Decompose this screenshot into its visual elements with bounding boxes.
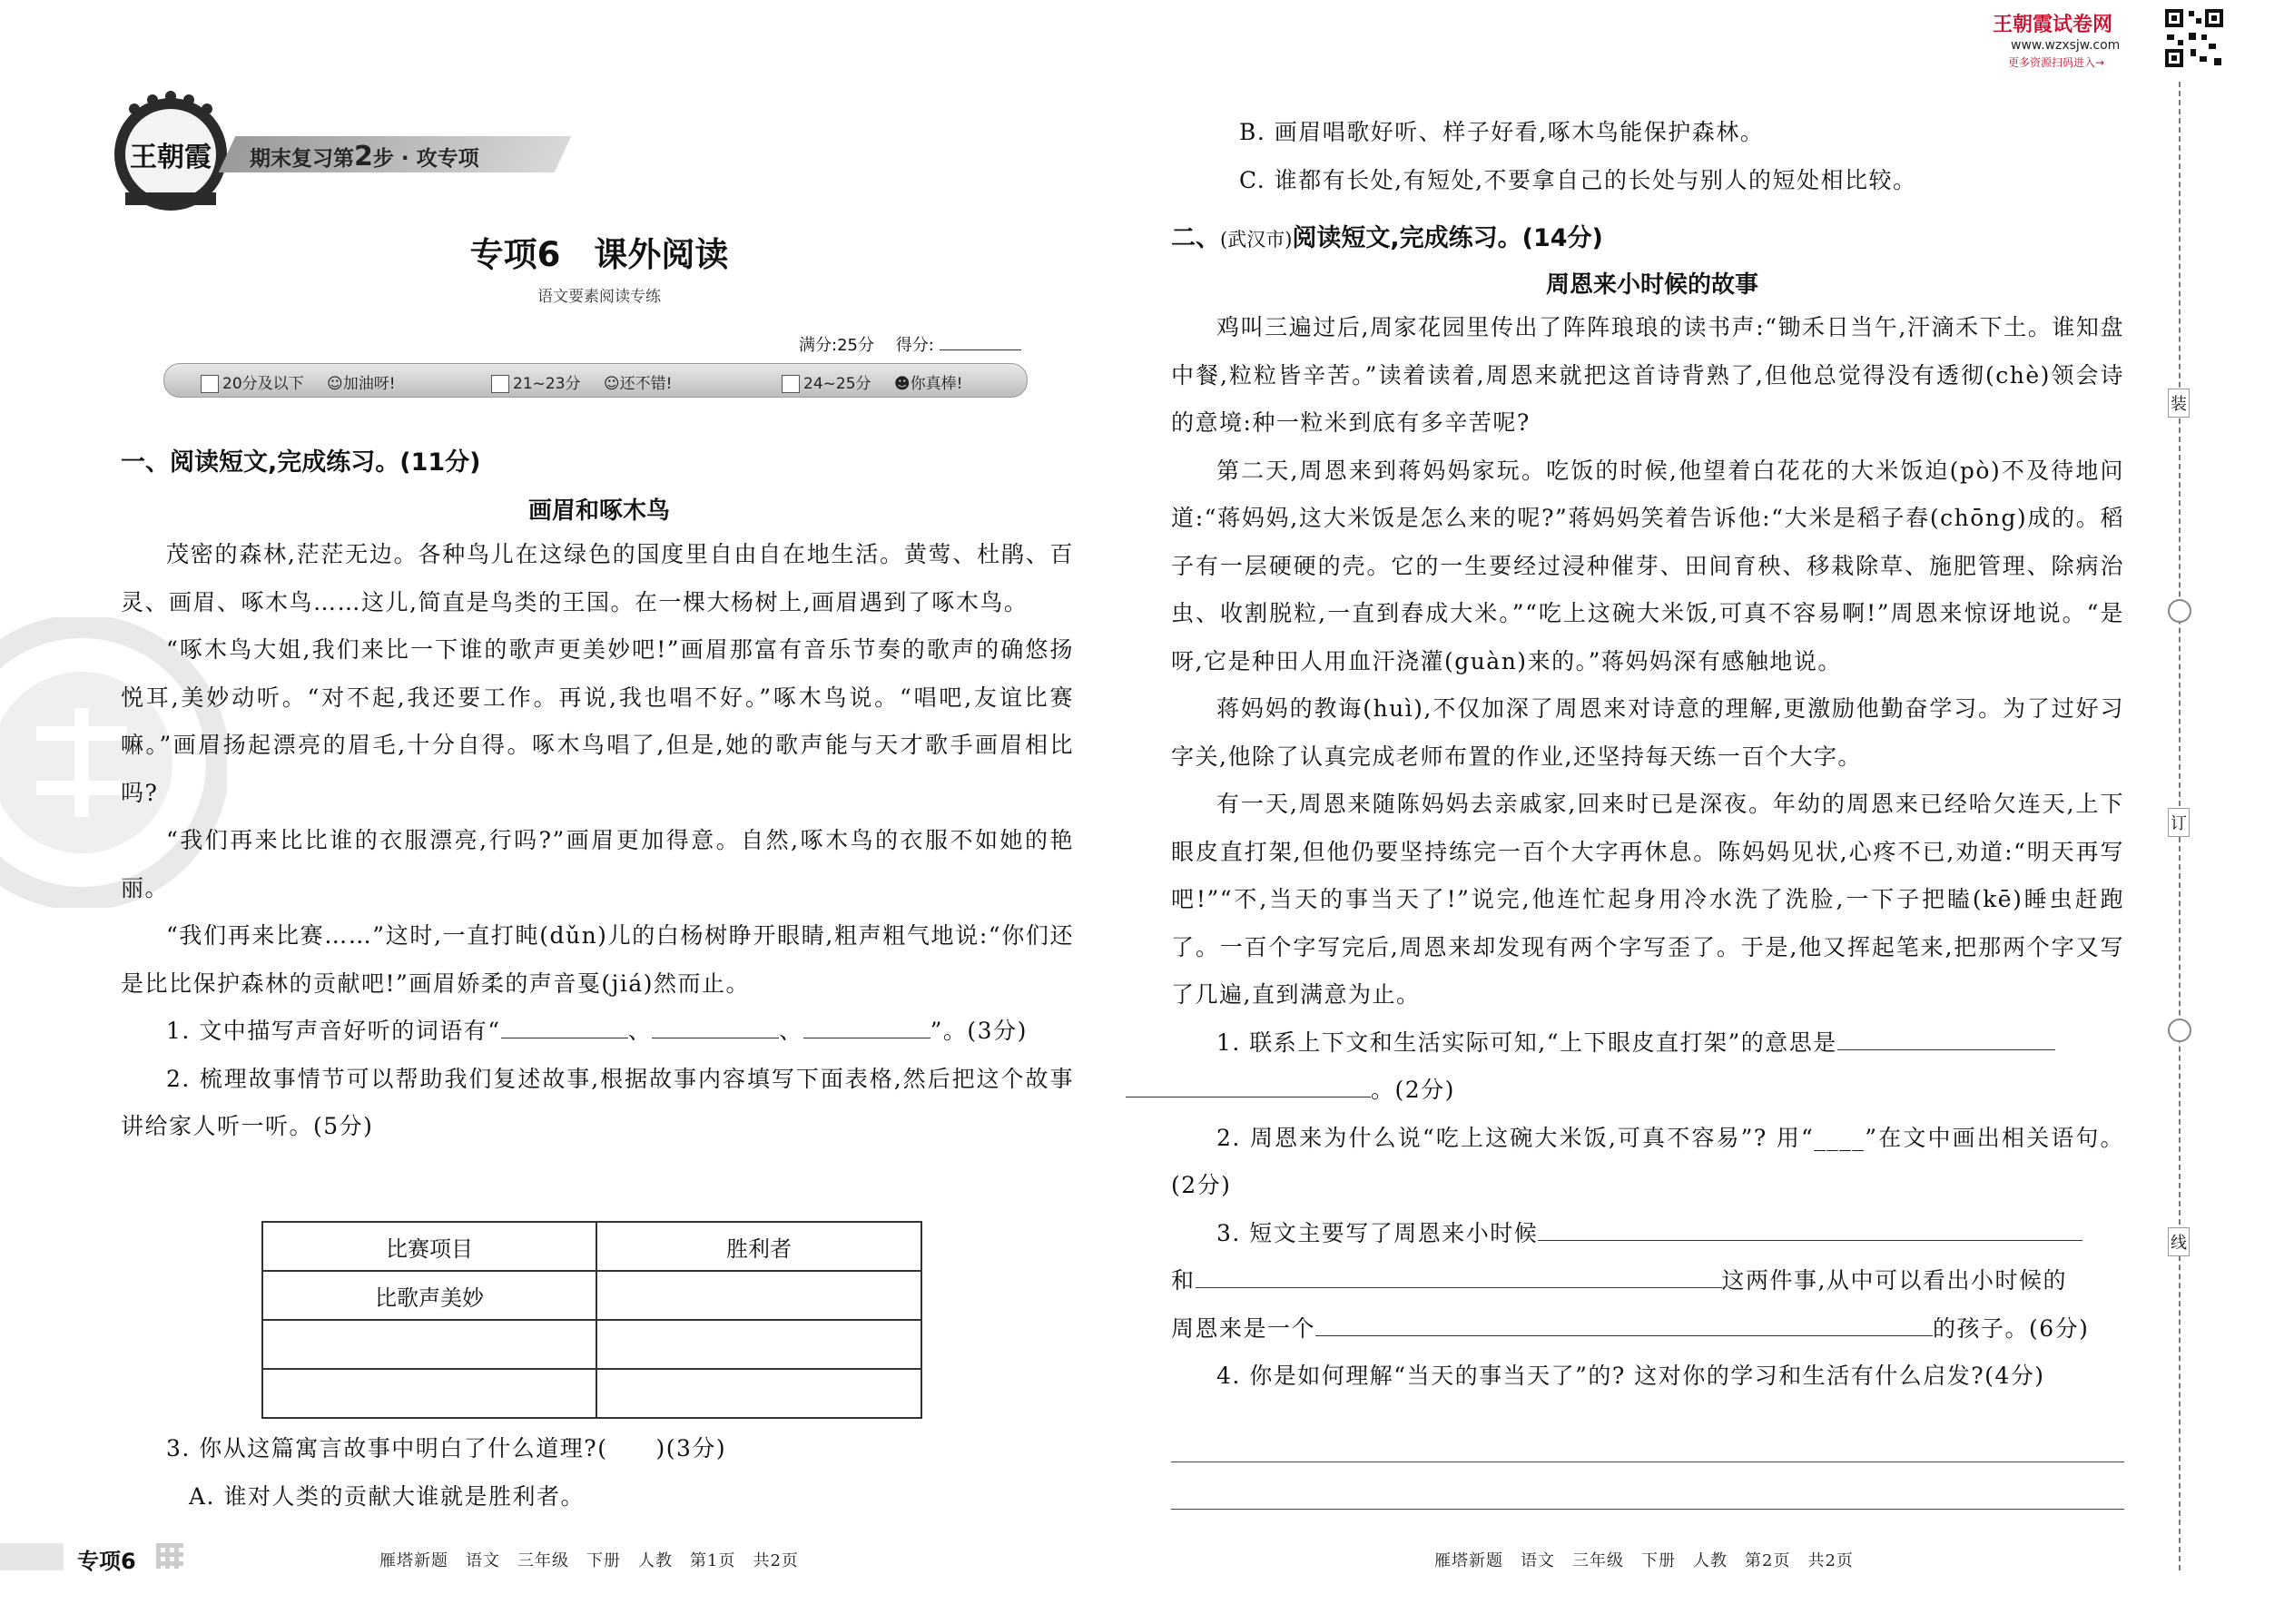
answer-line[interactable]	[1171, 1509, 2124, 1510]
q2-3-prefix: 3. 短文主要写了周恩来小时候	[1216, 1219, 1539, 1246]
story2-body	[1171, 304, 2124, 1401]
brand-tagline: 更多资源扫码进入→	[2008, 56, 2105, 69]
table-header-row	[262, 1222, 921, 1271]
story2-paragraph: 第二天,周恩来到蒋妈妈家玩。吃饭的时候,他望着白花花的大米饭迫(pò)不及待地问道:“蒋妈妈,这大米饭是怎么来的呢?”蒋妈妈笑着告诉他:“大米是稻子舂(chōng)成的。稻子有一层硬硬的壳。它的一生要经过浸种催芽、田间育秧、移栽除草、施肥管理、除病治虫、收割脱粒,一直到舂成大米。”“吃上这碗大米饭,可真不容易啊!”周恩来惊讶地说。“是呀,它是种田人用血汗浇灌(guàn)来的。”蒋妈妈深有感触地说。	[1171, 457, 2124, 674]
q2-3-answer-blank-1[interactable]	[1538, 1240, 2082, 1241]
table-cell: 比歌声美妙	[262, 1271, 596, 1320]
question-3-block	[121, 1425, 1074, 1521]
section2-source: (武汉市)	[1220, 229, 1293, 251]
question-3: 3. 你从这篇寓言故事中明白了什么道理?( )(3分)	[166, 1435, 727, 1462]
table-row	[262, 1320, 921, 1369]
score-tier-1	[201, 370, 396, 393]
q2-3-mid: 这两件事,从中可以看出小时候的	[1721, 1267, 2067, 1294]
question-2-3	[1171, 1210, 2124, 1258]
footer-right: 雁塔新题 语文 三年级 下册 人教 第2页 共2页	[1434, 1551, 1854, 1570]
story1-paragraph: 茂密的森林,茫茫无边。各种鸟儿在这绿色的国度里自由自在地生活。黄莺、杜鹃、百灵、画眉、啄木鸟……这儿,简直是鸟类的王国。在一棵大杨树上,画眉遇到了啄木鸟。	[121, 541, 1074, 615]
page-title: 专项6 课外阅读	[469, 235, 729, 274]
option-b: B. 画眉唱歌好听、样子好看,啄木鸟能保护森林。	[1239, 119, 1765, 145]
q2-3-suffix: 的孩子。(6分)	[1933, 1314, 2090, 1342]
logo-text: 王朝霞	[130, 142, 212, 173]
table-answer-cell[interactable]	[596, 1369, 921, 1418]
got-score-blank[interactable]	[940, 349, 1021, 350]
brand-name[interactable]: 王朝霞试卷网	[1993, 14, 2113, 36]
footer-tag-bar	[0, 1543, 64, 1570]
q2-3-answer-blank-2[interactable]	[1196, 1287, 1722, 1288]
section2-number: 二、	[1171, 224, 1220, 252]
footer-left: 雁塔新题 语文 三年级 下册 人教 第1页 共2页	[379, 1551, 799, 1570]
table-answer-cell[interactable]	[596, 1271, 921, 1320]
question-2-2: 2. 周恩来为什么说“吃上这碗大米饭,可真不容易”? 用“____”在文中画出相关语句。(2分)	[1171, 1124, 2124, 1198]
q2-1-answer-blank[interactable]	[1837, 1049, 2055, 1050]
q1-separator: 、	[779, 1018, 803, 1044]
series-label	[250, 141, 479, 172]
section2-heading-text: 阅读短文,完成练习。(14分)	[1292, 224, 1603, 252]
qr-code-icon[interactable]	[2163, 7, 2225, 69]
q2-1-prefix: 1. 联系上下文和生活实际可知,“上下眼皮直打架”的意思是	[1216, 1029, 1837, 1056]
series-step: 2	[354, 141, 373, 172]
table-answer-cell[interactable]	[262, 1369, 596, 1418]
story1-paragraph: “我们再来比赛……”这时,一直打盹(dǔn)儿的白杨树睁开眼睛,粗声粗气地说:“你们还是比比保护森林的贡献吧!”画眉娇柔的声音戛(jiá)然而止。	[121, 922, 1074, 997]
score-tier-2-comment: 还不错!	[619, 375, 673, 393]
logo-badge	[107, 89, 234, 216]
score-tier-3-comment: 你真棒!	[910, 375, 963, 393]
question-2: 2. 梳理故事情节可以帮助我们复述故事,根据故事内容填写下面表格,然后把这个故事讲给家人听一听。(5分)	[121, 1065, 1074, 1139]
score-tier-2	[491, 370, 672, 393]
story1-paragraph: “我们再来比比谁的衣服漂亮,行吗?”画眉更加得意。自然,啄木鸟的衣服不如她的艳丽。	[121, 827, 1074, 901]
score-tier-3-range: 24~25分	[803, 375, 871, 393]
footer-pixel-icon	[156, 1543, 183, 1569]
question-2-1	[1171, 1019, 2124, 1115]
brand-url[interactable]: www.wzxsjw.com	[2011, 38, 2121, 53]
story1-paragraph: “啄木鸟大姐,我们来比一下谁的歌声更美妙吧!”画眉那富有音乐节奏的歌声的确悠扬悦耳,美妙动听。“对不起,我还要工作。再说,我也唱不好。”啄木鸟说。“唱吧,友谊比赛嘛。”画眉扬起漂亮的眉毛,十分自得。啄木鸟唱了,但是,她的歌声能与天才歌手画眉相比吗?	[121, 636, 1074, 806]
q1-suffix: ”。(3分)	[930, 1018, 1028, 1044]
smile-icon: ☺	[327, 375, 343, 393]
story-table	[261, 1221, 922, 1419]
table-row	[262, 1271, 921, 1320]
smile-icon: ☺	[603, 375, 620, 393]
score-line	[799, 332, 1021, 356]
q1-prefix: 1. 文中描写声音好听的词语有“	[166, 1018, 501, 1044]
binding-circle-icon	[2168, 599, 2191, 623]
score-checkbox-2[interactable]	[491, 375, 509, 393]
score-tier-1-range: 20分及以下	[222, 375, 304, 393]
binding-label: 线	[2168, 1227, 2190, 1256]
question-1	[121, 1008, 1074, 1056]
table-answer-cell[interactable]	[596, 1320, 921, 1369]
section2-heading	[1171, 218, 1603, 253]
table-header-cell: 比赛项目	[262, 1222, 596, 1271]
table-row	[262, 1369, 921, 1418]
full-score: 满分:25分	[799, 336, 874, 355]
question-2-4: 4. 你是如何理解“当天的事当天了”的? 这对你的学习和生活有什么启发?(4分)	[1216, 1363, 2045, 1389]
score-bar	[163, 363, 1028, 398]
q2-3-answer-blank-3[interactable]	[1315, 1335, 1933, 1336]
score-tier-2-range: 21~23分	[513, 375, 581, 393]
score-tier-3	[782, 370, 962, 393]
section1-heading: 一、阅读短文,完成练习。(11分)	[121, 448, 481, 477]
story1-title: 画眉和啄木鸟	[527, 497, 670, 525]
binding-label: 装	[2168, 389, 2190, 418]
score-checkbox-3[interactable]	[782, 375, 800, 393]
page-subtitle: 语文要素阅读专练	[537, 288, 661, 306]
question-2-3-line3	[1171, 1305, 2124, 1353]
series-label-text: 期末复习第	[250, 147, 354, 171]
q2-1-suffix: 。(2分)	[1371, 1077, 1455, 1103]
q1-separator: 、	[627, 1018, 653, 1044]
footer-tag: 专项6	[77, 1549, 136, 1574]
table-answer-cell[interactable]	[262, 1320, 596, 1369]
question-3-options-cont	[1171, 109, 2124, 204]
story2-paragraph: 有一天,周恩来随陈妈妈去亲戚家,回来时已是深夜。年幼的周恩来已经哈欠连天,上下眼皮直打架,但他仍要坚持练完一百个大字再休息。陈妈妈见状,心疼不已,劝道:“明天再写吧!”“不,当天的事当天了!”说完,他连忙起身用冷水洗了洗脸,一下子把瞌(kē)睡虫赶跑了。一百个字写完后,周恩来却发现有两个字写歪了。于是,他又挥起笔来,把那两个字又写了几遍,直到满意为止。	[1171, 791, 2124, 1008]
q2-3-subject: 周恩来是一个	[1171, 1314, 1316, 1342]
story1-body	[121, 531, 1074, 1151]
option-a: A. 谁对人类的贡献大谁就是胜利者。	[189, 1482, 585, 1510]
series-suffix: 步 · 攻专项	[372, 147, 479, 171]
q2-3-and: 和	[1171, 1267, 1196, 1294]
smile-icon: ☻	[893, 375, 911, 393]
binding-label: 订	[2168, 808, 2190, 837]
table-header-cell: 胜利者	[596, 1222, 921, 1271]
question-2-3-line2	[1171, 1257, 2124, 1305]
story2-paragraph: 蒋妈妈的教诲(huì),不仅加深了周恩来对诗意的理解,更激励他勤奋学习。为了过好习字关,他除了认真完成老师布置的作业,还坚持每天练一百个大字。	[1171, 695, 2124, 770]
binding-circle-icon	[2168, 1019, 2191, 1042]
score-tier-1-comment: 加油呀!	[342, 375, 396, 393]
story2-title: 周恩来小时候的故事	[1545, 271, 1758, 299]
option-c: C. 谁都有长处,有短处,不要拿自己的长处与别人的短处相比较。	[1239, 166, 1917, 193]
story2-paragraph: 鸡叫三遍过后,周家花园里传出了阵阵琅琅的读书声:“锄禾日当午,汗滴禾下土。谁知盘中餐,粒粒皆辛苦。”读着读着,周恩来就把这首诗背熟了,但他总觉得没有透彻(chè)领会诗的意境:种一粒米到底有多辛苦呢?	[1171, 314, 2124, 436]
score-checkbox-1[interactable]	[201, 375, 219, 393]
got-score-label: 得分:	[895, 336, 934, 355]
